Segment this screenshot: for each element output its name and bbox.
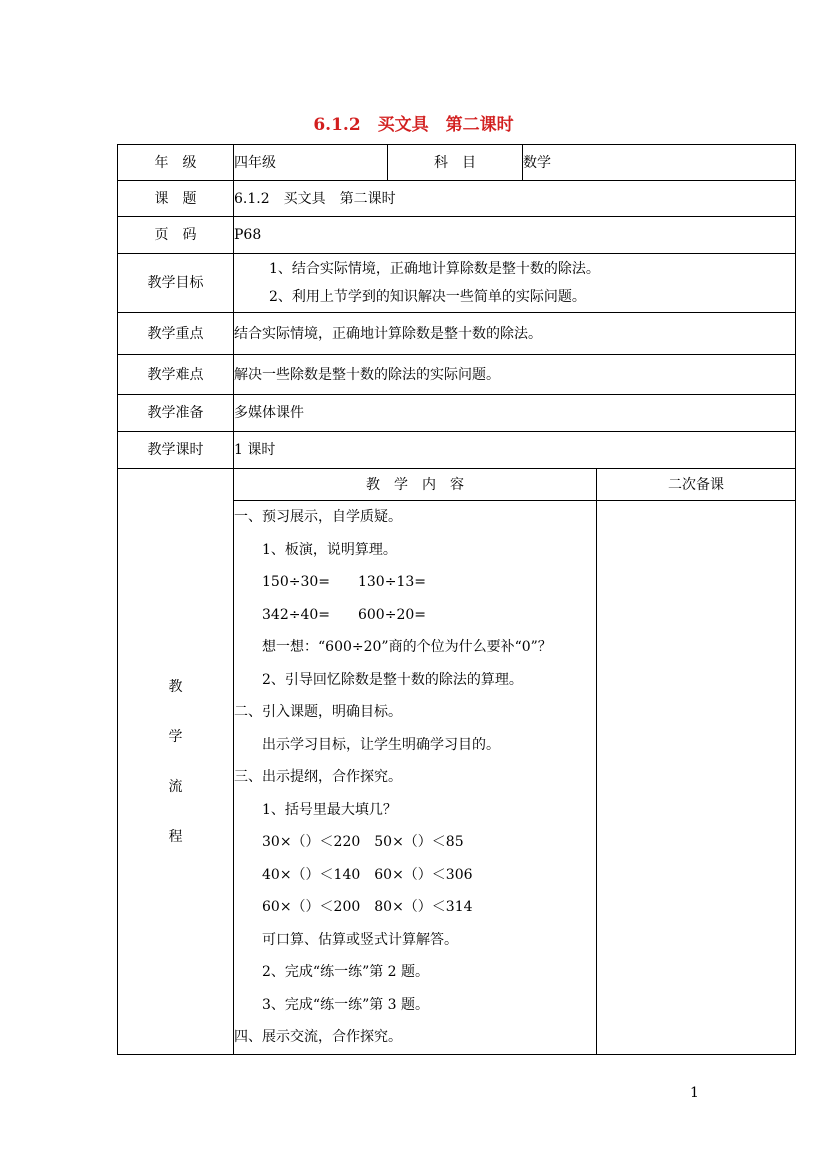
content-line: 可口算、估算或竖式计算解答。 bbox=[262, 931, 458, 948]
prep-value: 多媒体课件 bbox=[234, 395, 796, 432]
goal-item: 2、利用上节学到的知识解决一些简单的实际问题。 bbox=[269, 289, 586, 305]
flow-label-char: 流 bbox=[168, 778, 183, 795]
content-line: 想一想：“600÷20”商的个位为什么要补“0”？ bbox=[262, 639, 552, 656]
content-cell bbox=[234, 501, 597, 1055]
notes-cell bbox=[597, 501, 796, 1055]
page-label: 页 码 bbox=[118, 217, 234, 254]
difficulty-value: 解决一些除数是整十数的除法的实际问题。 bbox=[234, 355, 796, 395]
row-grade bbox=[118, 145, 796, 181]
hours-value: 1 课时 bbox=[234, 432, 796, 469]
goals-cell bbox=[234, 254, 796, 313]
content-line: 30×（）＜220 50×（）＜85 bbox=[262, 834, 464, 851]
subject-value: 数学 bbox=[523, 145, 796, 181]
notes-header: 二次备课 bbox=[597, 469, 796, 501]
difficulty-label: 教学难点 bbox=[118, 355, 234, 395]
row-topic bbox=[118, 181, 796, 217]
content-line: 二、引入课题，明确目标。 bbox=[234, 704, 402, 721]
content-line: 342÷40= 600÷20= bbox=[262, 606, 426, 623]
grade-label: 年 级 bbox=[118, 145, 234, 181]
goals-label: 教学目标 bbox=[118, 254, 234, 313]
row-difficulty bbox=[118, 355, 796, 395]
page-number: 1 bbox=[690, 1085, 699, 1101]
page-title: 6.1.2 买文具 第二课时 bbox=[313, 115, 514, 135]
hours-label: 教学课时 bbox=[118, 432, 234, 469]
topic-label: 课 题 bbox=[118, 181, 234, 217]
page-value: P68 bbox=[234, 217, 796, 254]
content-header: 教 学 内 容 bbox=[234, 469, 597, 501]
content-line: 四、展示交流，合作探究。 bbox=[234, 1029, 402, 1046]
content-line: 一、预习展示，自学质疑。 bbox=[234, 509, 402, 526]
flow-label bbox=[118, 469, 234, 1055]
row-flow-header bbox=[118, 469, 796, 501]
grade-value: 四年级 bbox=[234, 145, 388, 181]
content-line: 2、引导回忆除数是整十数的除法的算理。 bbox=[262, 671, 523, 688]
topic-value: 6.1.2 买文具 第二课时 bbox=[234, 181, 796, 217]
row-goals bbox=[118, 254, 796, 313]
goal-item: 1、结合实际情境，正确地计算除数是整十数的除法。 bbox=[269, 261, 600, 277]
key-value: 结合实际情境，正确地计算除数是整十数的除法。 bbox=[234, 313, 796, 355]
flow-label-char: 学 bbox=[168, 728, 183, 745]
content-line: 40×（）＜140 60×（）＜306 bbox=[262, 866, 473, 883]
row-hours bbox=[118, 432, 796, 469]
prep-label: 教学准备 bbox=[118, 395, 234, 432]
content-line: 3、完成“练一练”第 3 题。 bbox=[262, 996, 430, 1013]
content-line: 2、完成“练一练”第 2 题。 bbox=[262, 964, 430, 981]
content-line: 1、括号里最大填几？ bbox=[262, 801, 397, 818]
row-prep bbox=[118, 395, 796, 432]
row-key bbox=[118, 313, 796, 355]
row-page bbox=[118, 217, 796, 254]
content-line: 三、出示提纲，合作探究。 bbox=[234, 769, 402, 786]
flow-label-char: 教 bbox=[168, 678, 183, 695]
content-line: 出示学习目标，让学生明确学习目的。 bbox=[262, 736, 500, 753]
flow-label-char: 程 bbox=[168, 828, 183, 845]
lesson-plan-table bbox=[117, 144, 796, 1055]
content-line: 60×（）＜200 80×（）＜314 bbox=[262, 899, 473, 916]
content-line: 1、板演，说明算理。 bbox=[262, 541, 397, 558]
content-line: 150÷30= 130÷13= bbox=[262, 574, 426, 591]
key-label: 教学重点 bbox=[118, 313, 234, 355]
subject-label: 科 目 bbox=[388, 145, 523, 181]
